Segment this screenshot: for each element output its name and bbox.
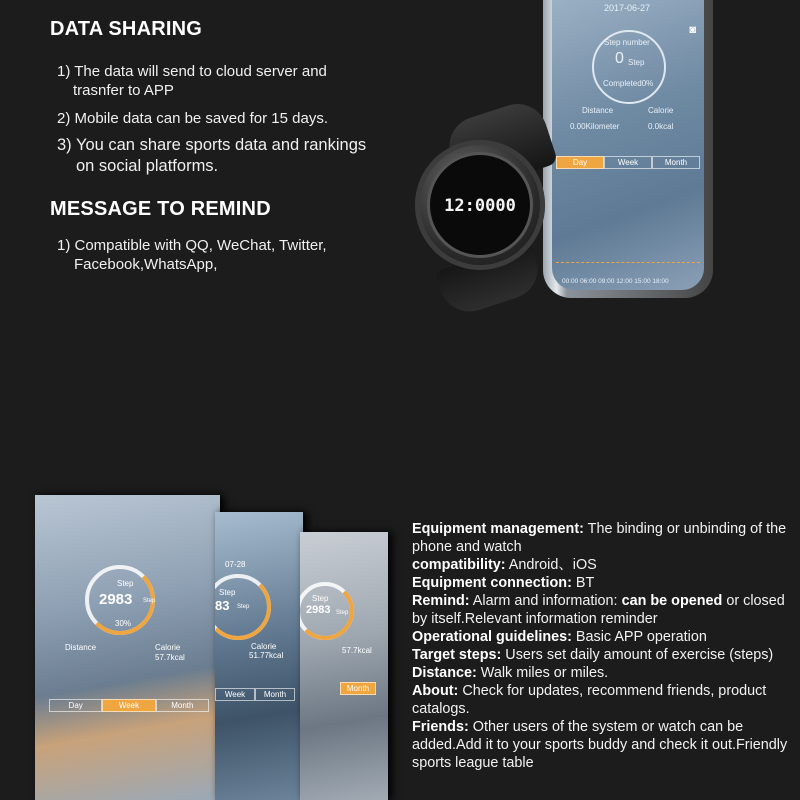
tab-week[interactable]: Week	[604, 156, 652, 169]
p1-step-unit: Step	[143, 598, 156, 604]
remind-item-1-line2: Facebook,WhatsApp,	[74, 256, 218, 273]
p2-step-label: Step	[219, 588, 236, 597]
app-screen-2	[215, 512, 303, 800]
data-sharing-title: DATA SHARING	[50, 18, 203, 40]
spec-operational-guidelines: Operational guidelines: Basic APP operation	[412, 629, 707, 645]
spec-about: About: Check for updates, recommend friends, product catalogs.	[412, 683, 767, 717]
remind-item-1-line1: 1) Compatible with QQ, WeChat, Twitter,	[57, 237, 327, 254]
spec-compatibility: compatibility: Android、iOS	[412, 557, 597, 573]
p2-tab-week[interactable]: Week	[215, 688, 255, 701]
calorie-label: Calorie	[648, 106, 674, 115]
p1-calorie-value: 57.7kcal	[155, 653, 185, 662]
sharing-item-3	[57, 135, 366, 177]
sharing-item-3-line2: on social platforms.	[76, 157, 219, 175]
p2-calorie-value: 51.77kcal	[249, 651, 284, 660]
p1-tab-day[interactable]: Day	[49, 699, 102, 712]
app-screen-3	[300, 532, 388, 800]
period-tabs	[556, 156, 700, 169]
p3-calorie-value: 57.7kcal	[342, 646, 372, 655]
spec-friends: Friends: Other users of the system or watch can be added.Add it to your sports buddy and check it out.Friendly sports league table	[412, 719, 788, 771]
p1-tabs	[49, 699, 209, 712]
watch-time: 12:0000	[444, 196, 516, 216]
p1-distance-label: Distance	[65, 643, 97, 652]
phone-screen	[552, 0, 704, 290]
step-unit: Step	[628, 58, 645, 67]
sharing-item-1-line2: trasnfer to APP	[73, 82, 174, 99]
spec-target-steps: Target steps: Users set daily amount of exercise (steps)	[412, 647, 774, 663]
step-number-value: 0	[615, 50, 624, 67]
sharing-item-1	[57, 62, 327, 100]
step-number-label: Step number	[604, 38, 650, 47]
p3-tabs	[340, 682, 376, 695]
p1-percent: 30%	[115, 619, 132, 628]
spec-distance: Distance: Walk miles or miles.	[412, 665, 609, 681]
message-remind-title: MESSAGE TO REMIND	[50, 198, 271, 220]
p2-date: 07-28	[225, 560, 246, 569]
spec-equipment-connection: Equipment connection: BT	[412, 575, 595, 591]
p1-tab-week[interactable]: Week	[102, 699, 155, 712]
p1-step-label: Step	[117, 579, 134, 588]
calorie-value: 0.0kcal	[648, 122, 674, 131]
p2-step-value: 83	[215, 598, 230, 613]
sharing-item-2	[57, 109, 328, 128]
sharing-item-3-line1: 3) You can share sports data and rankings	[57, 136, 367, 154]
tab-month[interactable]: Month	[652, 156, 700, 169]
p2-step-unit: Step	[237, 604, 250, 610]
p3-step-unit: Step	[336, 610, 349, 616]
app-screen-1	[35, 495, 220, 800]
phone-date: 2017-06-27	[604, 3, 651, 13]
p1-tab-month[interactable]: Month	[156, 699, 209, 712]
camera-icon[interactable]: ◙	[689, 24, 696, 36]
p1-calorie-label: Calorie	[155, 643, 181, 652]
p3-step-value: 2983	[306, 604, 331, 616]
sharing-item-1-line1: 1) The data will send to cloud server and	[57, 63, 327, 80]
tab-day[interactable]: Day	[556, 156, 604, 169]
distance-value: 0.00Kilometer	[570, 122, 620, 131]
time-axis: 00:00 06:00 09:00 12:00 15:00 18:00	[562, 278, 669, 285]
p3-tab-month[interactable]: Month	[340, 682, 376, 695]
remind-item-1	[57, 236, 327, 274]
p2-tabs	[215, 688, 295, 701]
distance-label: Distance	[582, 106, 614, 115]
p2-tab-month[interactable]: Month	[255, 688, 295, 701]
p1-step-value: 2983	[99, 591, 133, 608]
completed-label: Completed0%	[603, 79, 654, 88]
feature-list	[412, 520, 798, 772]
p2-calorie-label: Calorie	[251, 642, 277, 651]
spec-equipment-management: Equipment management: The binding or unbinding of the phone and watch	[412, 521, 787, 555]
sharing-item-2-line1: 2) Mobile data can be saved for 15 days.	[57, 110, 328, 127]
p3-step-label: Step	[312, 594, 329, 603]
chart-baseline	[556, 262, 700, 263]
spec-remind: Remind: Alarm and information: can be opened or closed by itself.Relevant information reminder	[412, 593, 785, 627]
